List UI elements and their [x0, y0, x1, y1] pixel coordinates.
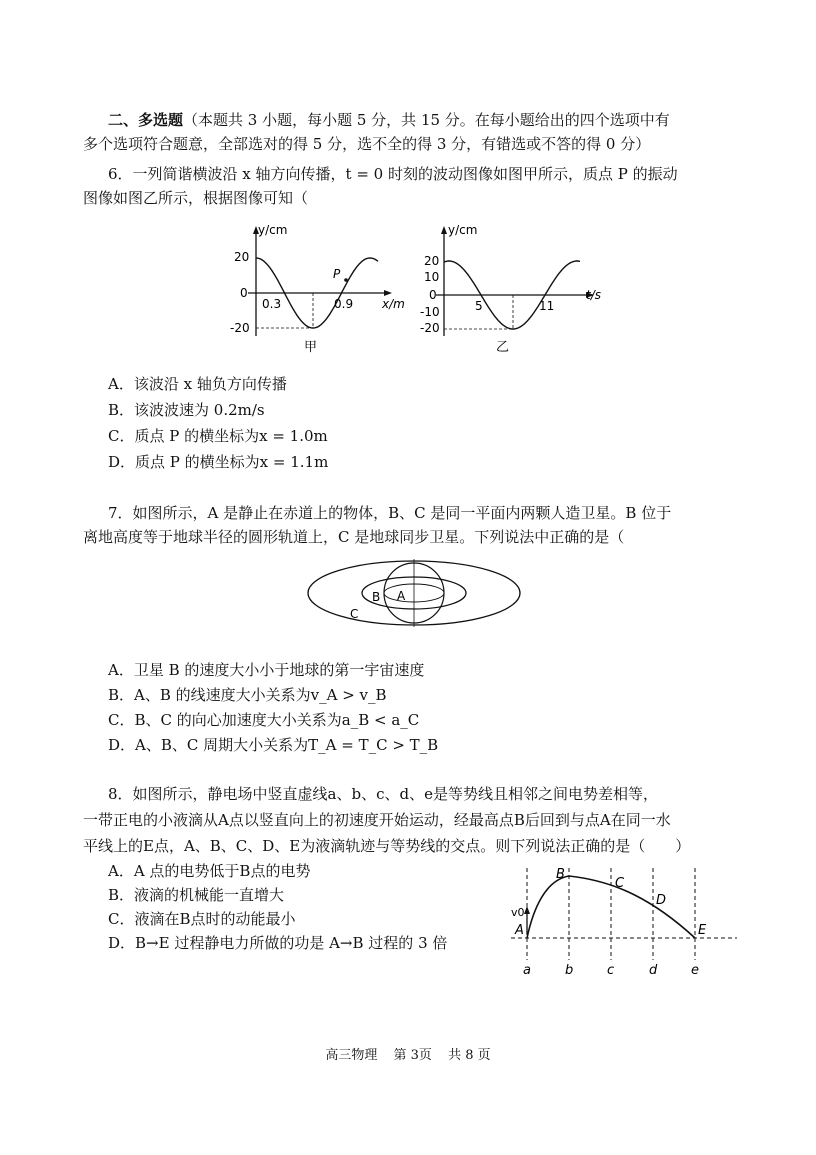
label-point-c: C	[615, 876, 625, 891]
jia-xtick-0.3: 0.3	[262, 297, 282, 311]
yi-ytick-10: 10	[424, 270, 440, 284]
q6-option-a: A．该波沿 x 轴负方向传播	[108, 375, 287, 393]
label-line-d: d	[649, 963, 658, 978]
q8-stem-3: 平线上的E点，A、B、C、D、E为液滴轨迹与等势线的交点。则下列说法正确的是（ ）	[83, 837, 691, 855]
yi-ytick-0: 0	[429, 288, 437, 302]
v0-label: v0	[511, 906, 525, 919]
q7-stem-1: 7．如图所示，A 是静止在赤道上的物体，B、C 是同一平面内两颗人造卫星。B 位于	[108, 504, 672, 522]
q7-orbit-figure	[300, 553, 530, 635]
footer-subject: 高三物理	[325, 1048, 378, 1063]
q7-option-d: D．A、B、C 周期大小关系为T_A = T_C > T_B	[108, 736, 439, 754]
section-desc-1: （本题共 3 小题，每小题 5 分，共 15 分。在每小题给出的四个选项中有	[183, 111, 670, 129]
jia-ytick-20: 20	[234, 250, 250, 264]
section-desc-2: 多个选项符合题意，全部选对的得 5 分，选不全的得 3 分，有错选或不答的得 0 分）	[83, 135, 651, 153]
jia-ylabel: y/cm	[258, 223, 288, 237]
label-c: C	[350, 607, 359, 621]
q6-option-d: D．质点 P 的横坐标为x = 1.1m	[108, 453, 329, 471]
yi-y-arrow	[441, 226, 447, 234]
q7-option-c: C．B、C 的向心加速度大小关系为a_B < a_C	[108, 711, 420, 729]
jia-ytick-neg20: -20	[230, 321, 250, 335]
q8-trajectory-figure	[505, 862, 745, 980]
label-point-d: D	[656, 893, 667, 908]
label-line-b: b	[565, 963, 574, 978]
q7-stem-2: 离地高度等于地球半径的圆形轨道上，C 是地球同步卫星。下列说法中正确的是（	[83, 528, 625, 546]
q6-stem-2: 图像如图乙所示，根据图像可知（	[83, 189, 309, 207]
jia-xtick-0.9: 0.9	[334, 297, 354, 311]
yi-ytick-neg20: -20	[420, 321, 440, 335]
jia-label-p: P	[333, 267, 341, 281]
q7-option-a: A．卫星 B 的速度大小小于地球的第一宇宙速度	[108, 661, 425, 679]
label-line-c: c	[607, 963, 615, 978]
jia-point-p	[344, 278, 348, 282]
label-b: B	[372, 590, 381, 604]
yi-xtick-11: 11	[539, 299, 555, 313]
q7-option-b: B．A、B 的线速度大小关系为v_A > v_B	[108, 686, 387, 704]
yi-caption: 乙	[496, 340, 510, 355]
label-point-e: E	[698, 923, 707, 938]
yi-xtick-5: 5	[475, 299, 483, 313]
yi-xlabel: t/s	[586, 288, 601, 302]
label-point-b: B	[556, 867, 565, 882]
q6-stem-1: 6．一列简谐横波沿 x 轴方向传播，t = 0 时刻的波动图像如图甲所示，质点 P 的振动	[108, 165, 678, 183]
v0-arrow-head	[524, 906, 530, 914]
q6-option-b: B．该波波速为 0.2m/s	[108, 401, 265, 419]
section-title: 二、多选题	[108, 111, 184, 129]
q8-stem-2: 一带正电的小液滴从A点以竖直向上的初速度开始运动，经最高点B后回到与点A在同一水	[83, 811, 671, 829]
label-point-a: A	[515, 923, 524, 938]
label-line-a: a	[523, 963, 531, 978]
yi-ylabel: y/cm	[448, 223, 478, 237]
page-footer	[0, 1044, 816, 1063]
section-header	[108, 110, 670, 130]
footer-page: 第 3页	[393, 1048, 432, 1063]
jia-caption: 甲	[304, 340, 318, 355]
q8-option-d: D．B→E 过程静电力所做的功是 A→B 过程的 3 倍	[108, 934, 448, 952]
yi-ytick-neg10: -10	[420, 305, 440, 319]
jia-ytick-0: 0	[240, 286, 248, 300]
q6-figure-yi	[420, 218, 610, 358]
label-line-e: e	[691, 963, 699, 978]
footer-total: 共 8 页	[448, 1048, 491, 1063]
q8-option-a: A．A 点的电势低于B点的电势	[108, 862, 311, 880]
jia-xlabel: x/m	[382, 297, 405, 311]
q8-option-b: B．液滴的机械能一直增大	[108, 886, 285, 904]
q6-figure-jia	[228, 218, 408, 358]
q6-option-c: C．质点 P 的横坐标为x = 1.0m	[108, 427, 328, 445]
q8-stem-1: 8．如图所示，静电场中竖直虚线a、b、c、d、e是等势线且相邻之间电势差相等，	[108, 785, 658, 803]
q8-option-c: C．液滴在B点时的动能最小	[108, 910, 296, 928]
yi-ytick-20: 20	[424, 254, 440, 268]
jia-x-arrow	[384, 290, 392, 296]
label-a: A	[397, 589, 406, 603]
